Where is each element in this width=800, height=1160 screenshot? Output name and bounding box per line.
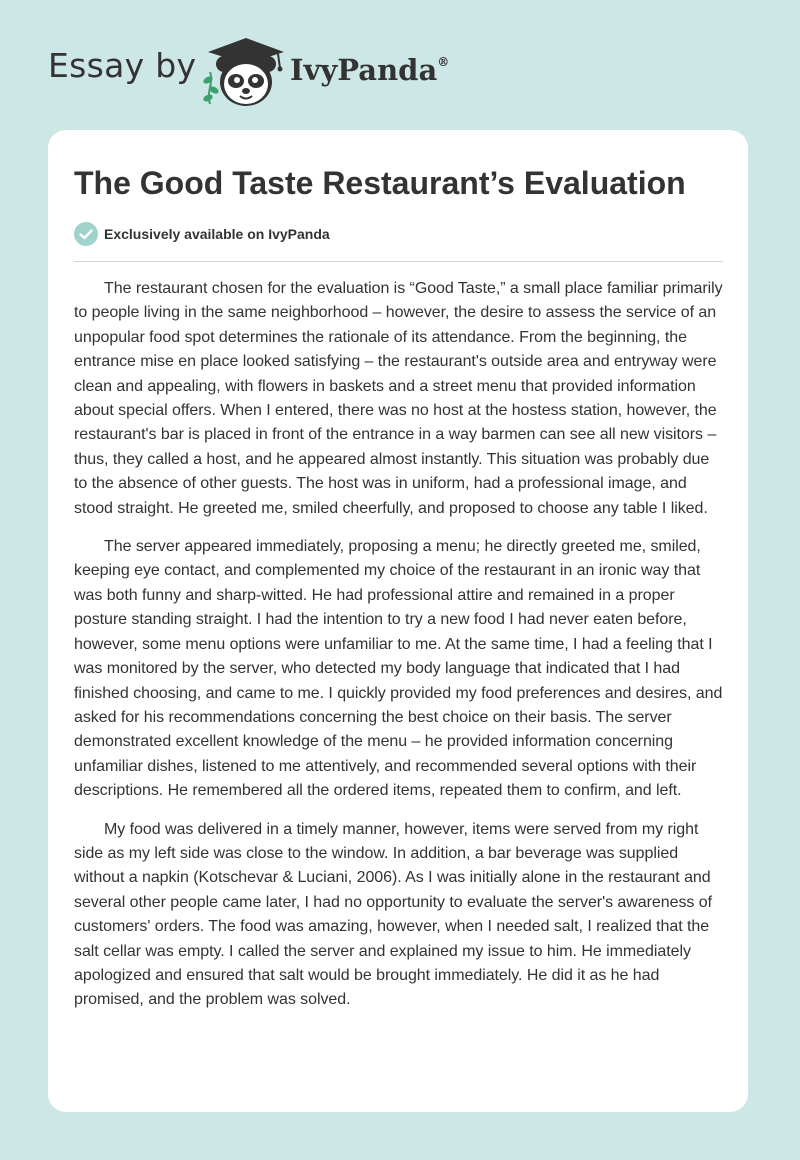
exclusive-label: Exclusively available on IvyPanda [104, 226, 330, 242]
essay-by-label: Essay by [48, 46, 197, 85]
essay-body [74, 277, 724, 1027]
essay-card [48, 130, 748, 1112]
site-header [0, 0, 800, 130]
ivypanda-graduation-panda-icon[interactable] [200, 34, 292, 110]
brand-name[interactable] [290, 53, 449, 87]
registered-mark: ® [437, 55, 450, 69]
check-circle-icon [74, 222, 98, 246]
paragraph: My food was delivered in a timely manner, however, items were served from my right side as my left side was close to the window. In addition, a bar beverage was supplied without a napkin (Kotschevar & Luciani, 2006). As I was initially alone in the restaurant and several other people came later, I had no opportunity to evaluate the server's awareness of customers' orders. The food was amazing, however, when I needed salt, I realized that the salt cellar was empty. I called the server and explained my issue to him. He immediately apologized and ensured that salt would be brought immediately. He did it as he had promised, and the problem was solved. [74, 820, 712, 1009]
divider [74, 261, 723, 262]
page-title: The Good Taste Restaurant’s Evaluation [74, 165, 686, 201]
brand-text: IvyPanda [290, 53, 438, 87]
exclusive-badge [74, 222, 330, 246]
paragraph: The restaurant chosen for the evaluation is “Good Taste,” a small place familiar primarily to people living in the same neighborhood – however, the desire to assess the service of an unpopular food spot determines the rationale of its attendance. From the beginning, the entrance mise en place looked satisfying – the restaurant's outside area and entryway were clean and appealing, with flowers in baskets and a street menu that provided information about special offers. When I entered, there was no host at the hostess station, however, the restaurant's bar is placed in front of the entrance in a way barmen can see all new visitors – thus, they called a host, and he appeared almost instantly. This situation was probably due to the absence of other guests. The host was in uniform, had a professional image, and stood straight. He greeted me, smiled cheerfully, and proposed to choose any table I liked. [74, 280, 723, 517]
paragraph: The server appeared immediately, proposing a menu; he directly greeted me, smiled, keeping eye contact, and complemented my choice of the restaurant in an ironic way that was both funny and sharp-witted. He had professional attire and remained in a proper posture standing straight. I had the intention to try a new food I had never eaten before, however, some menu options were unfamiliar to me. At the same time, I had a feeling that I was monitored by the server, who detected my body language that indicated that I had finished choosing, and came to me. I quickly provided my food preferences and desires, and asked for his recommendations concerning the best choice on their basis. The server demonstrated excellent knowledge of the menu – he provided information concerning unfamiliar dishes, listened to me attentively, and recommended several options with their descriptions. He remembered all the ordered items, repeated them to confirm, and left. [74, 538, 723, 800]
